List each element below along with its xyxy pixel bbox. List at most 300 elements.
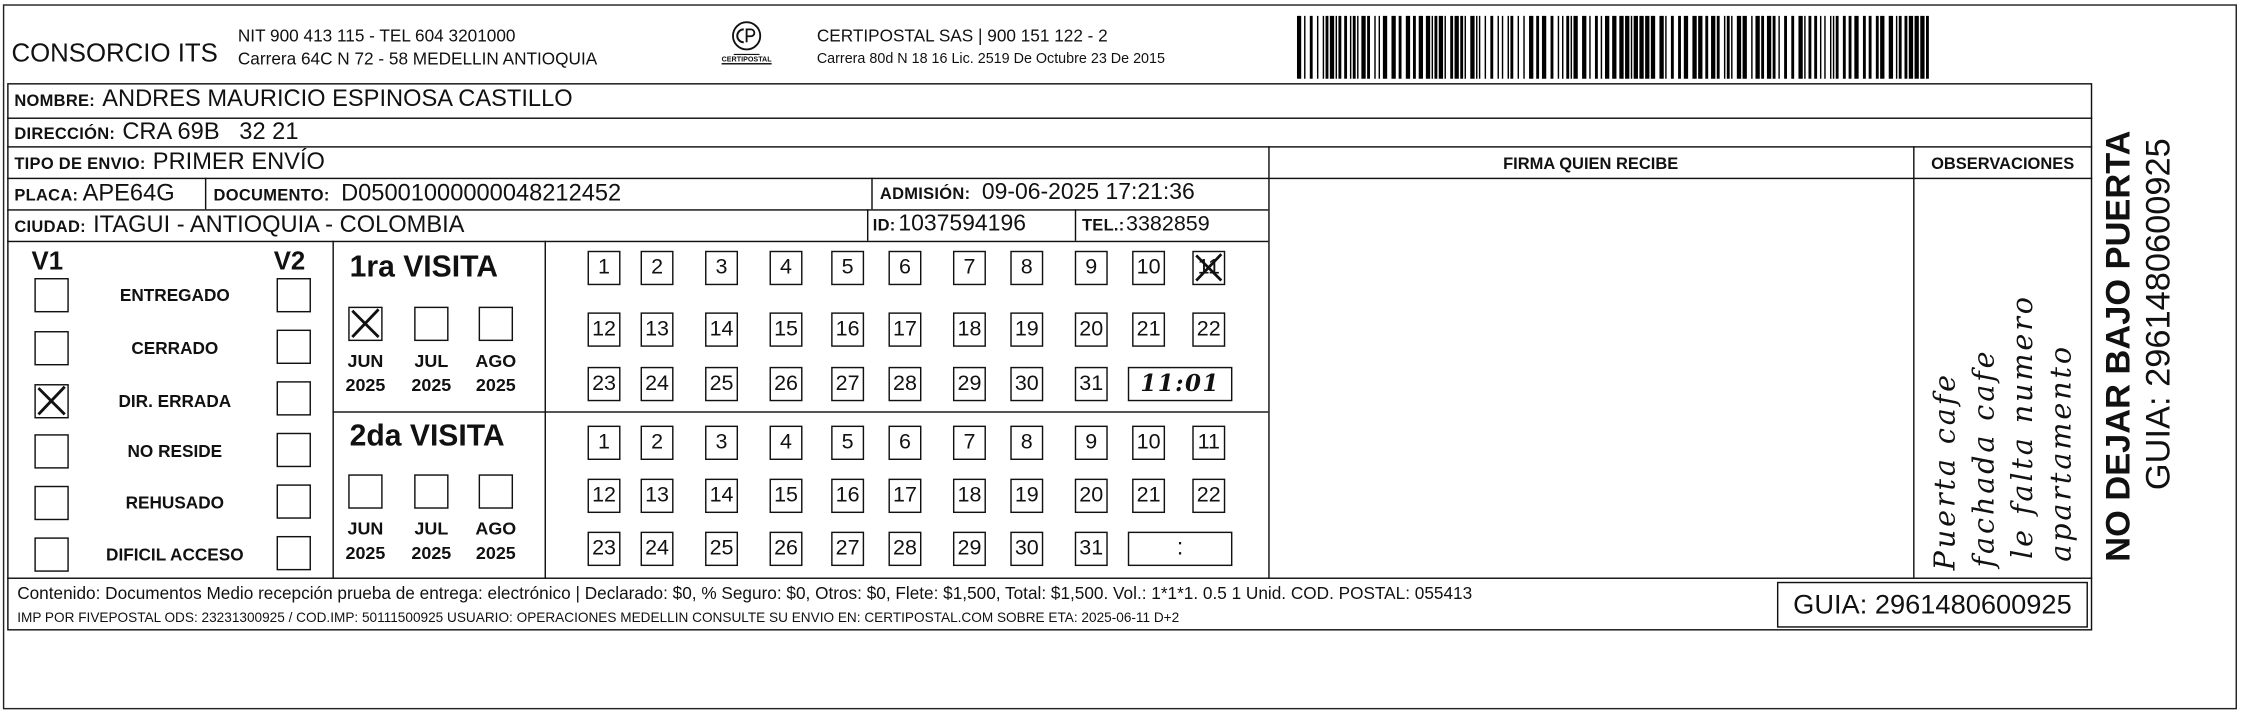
barcode-bar	[1485, 16, 1486, 79]
day-box	[1192, 251, 1225, 285]
barcode-bar	[1595, 16, 1598, 79]
day-box	[1010, 312, 1043, 346]
day-number: 12	[592, 316, 616, 342]
day-box	[588, 532, 621, 566]
barcode-bar	[1304, 16, 1305, 79]
day-box	[888, 426, 921, 460]
day-box	[1010, 367, 1043, 401]
observation-note: le falta numero	[2004, 294, 2040, 559]
day-number: 7	[963, 429, 976, 455]
admission-cell	[880, 181, 1195, 213]
month-year: 2025	[345, 543, 386, 564]
barcode-bar	[1863, 16, 1866, 79]
v2-checkbox	[277, 381, 311, 415]
day-number: 9	[1085, 255, 1098, 280]
barcode-bar	[1830, 16, 1831, 79]
id-value: 1037594196	[898, 212, 1026, 237]
barcode-bar	[1915, 16, 1919, 79]
phone-cell	[1082, 212, 1210, 244]
day-box	[641, 251, 674, 285]
day-box	[588, 479, 621, 513]
month-checkbox	[479, 474, 513, 508]
barcode-bar	[1869, 16, 1872, 79]
day-box	[770, 251, 803, 285]
day-number: 13	[645, 316, 670, 342]
day-number: 20	[1079, 482, 1104, 508]
barcode-bar	[1479, 16, 1480, 79]
day-box	[1075, 251, 1108, 285]
barcode-bar	[1889, 16, 1893, 79]
day-number: 25	[709, 535, 734, 561]
barcode-bar	[1310, 16, 1313, 79]
day-box	[831, 251, 864, 285]
barcode	[1297, 16, 1935, 79]
day-number: 21	[1136, 316, 1161, 342]
day-number: 10	[1136, 255, 1161, 280]
v1-header: V1	[31, 246, 64, 276]
barcode-bar	[1353, 16, 1356, 79]
barcode-bar	[1432, 16, 1433, 79]
day-box	[831, 479, 864, 513]
no-leave-under-door-warning: NO DEJAR BAJO PUERTA	[2099, 130, 2139, 562]
phone-label: TEL.:	[1081, 217, 1125, 236]
day-number: 17	[893, 316, 917, 342]
month-label: JUN	[347, 351, 384, 372]
day-box	[1010, 251, 1043, 285]
day-box	[953, 367, 986, 401]
day-number: 5	[841, 255, 854, 280]
day-number: 26	[774, 535, 798, 561]
side-guide-number: GUIA: 2961480600925	[2139, 138, 2179, 491]
barcode-bar	[1920, 16, 1924, 79]
barcode-bar	[1678, 16, 1681, 79]
divider	[1075, 209, 1076, 241]
barcode-bar	[1498, 16, 1499, 79]
month-label: AGO	[475, 351, 517, 372]
signature-area	[1271, 181, 1910, 577]
barcode-bar	[1434, 16, 1437, 79]
v2-checkbox	[277, 433, 311, 467]
day-box	[1010, 479, 1043, 513]
address-label: DIRECCIÓN:	[14, 126, 116, 144]
day-number: 22	[1196, 316, 1221, 342]
barcode-bar	[1502, 16, 1503, 79]
day-number: 23	[592, 371, 616, 396]
day-number: 8	[1020, 429, 1033, 455]
barcode-bar	[1367, 16, 1370, 79]
barcode-bar	[1582, 16, 1586, 79]
day-box	[888, 479, 921, 513]
barcode-bar	[1705, 16, 1708, 79]
day-box	[888, 251, 921, 285]
day-number: 12	[592, 482, 616, 508]
barcode-bar	[1619, 16, 1623, 79]
day-number: 14	[709, 482, 734, 508]
handwritten-x-mark	[350, 308, 382, 340]
name-label: NOMBRE:	[14, 93, 96, 111]
day-box	[770, 532, 803, 566]
barcode-bar	[1731, 16, 1732, 79]
day-number: 29	[957, 535, 982, 561]
day-box	[888, 367, 921, 401]
day-box	[641, 312, 674, 346]
barcode-bar	[1791, 16, 1794, 79]
day-number: 9	[1085, 429, 1098, 455]
barcode-bar	[1374, 16, 1375, 79]
barcode-bar	[1778, 16, 1779, 79]
status-label: REHUSADO	[125, 492, 225, 514]
day-number: 11	[1197, 429, 1220, 455]
city-cell	[14, 212, 464, 244]
divider	[871, 178, 872, 210]
print-info-line: IMP POR FIVEPOSTAL ODS: 23231300925 / COD.IMP: 50111500925 USUARIO: OPERACIONES MEDELLIN CONSULTE SU ENVIO EN: CERTIPOSTAL.COM SOBRE ETA: 2025-06-11 D+2	[17, 610, 1180, 627]
recipient-address: CRA 69B 32 21	[122, 118, 299, 145]
day-box	[588, 251, 621, 285]
barcode-bar	[1344, 16, 1347, 79]
address-row	[14, 119, 298, 151]
barcode-bar	[1601, 16, 1602, 79]
day-box	[770, 479, 803, 513]
name-row	[14, 86, 572, 118]
barcode-bar	[1460, 16, 1463, 79]
barcode-bar	[1391, 16, 1395, 79]
barcode-bar	[1323, 16, 1324, 79]
month-label: JUL	[414, 351, 449, 372]
barcode-bar	[1542, 16, 1546, 79]
day-box	[888, 532, 921, 566]
visit-time: :	[1176, 535, 1184, 561]
guide-number: GUIA: 2961480600925	[1793, 590, 2072, 621]
day-number: 5	[841, 429, 854, 455]
day-number: 29	[957, 371, 982, 396]
barcode-bar	[1784, 16, 1787, 79]
barcode-bar	[1854, 16, 1858, 79]
month-checkbox	[479, 307, 513, 341]
v1-checkbox	[34, 278, 68, 312]
observations-header: OBSERVACIONES	[1931, 156, 2075, 174]
day-box	[1075, 532, 1108, 566]
barcode-bar	[1896, 16, 1897, 79]
barcode-bar	[1605, 16, 1609, 79]
barcode-bar	[1849, 16, 1852, 79]
barcode-bar	[1905, 16, 1908, 79]
barcode-bar	[1684, 16, 1688, 79]
visit-time-box	[1128, 532, 1233, 566]
day-box	[770, 426, 803, 460]
barcode-bar	[1926, 16, 1929, 79]
barcode-bar	[1820, 16, 1821, 79]
day-number: 23	[592, 535, 616, 561]
day-box	[1132, 312, 1165, 346]
barcode-bar	[1711, 16, 1715, 79]
barcode-bar	[1909, 16, 1913, 79]
carrier-name: CERTIPOSTAL SAS | 900 151 122 - 2	[816, 25, 1108, 46]
city-label: CIUDAD:	[14, 219, 86, 237]
barcode-bar	[1612, 16, 1616, 79]
handwritten-x-mark	[36, 385, 68, 417]
day-number: 24	[645, 535, 670, 561]
barcode-bar	[1536, 16, 1539, 79]
day-number: 1	[598, 255, 611, 280]
shipment-type-label: TIPO DE ENVIO:	[14, 156, 146, 174]
day-number: 28	[893, 535, 917, 561]
barcode-bar	[1419, 16, 1423, 79]
day-number: 19	[1014, 482, 1039, 508]
divider	[332, 241, 333, 578]
shipment-type-row	[14, 149, 325, 181]
day-box	[831, 426, 864, 460]
month-label: JUL	[414, 518, 449, 539]
day-box	[1192, 312, 1225, 346]
barcode-bar	[1490, 16, 1493, 79]
day-number: 19	[1014, 316, 1039, 342]
barcode-bar	[1737, 16, 1741, 79]
day-box	[705, 426, 738, 460]
divider	[7, 578, 2092, 579]
day-number: 18	[957, 316, 982, 342]
day-number: 6	[898, 429, 911, 455]
barcode-bar	[1773, 16, 1776, 79]
month-label: JUN	[347, 518, 384, 539]
day-number: 25	[709, 371, 734, 396]
barcode-bar	[1589, 16, 1590, 79]
certipostal-logo	[712, 20, 781, 69]
certipostal-logo-icon	[712, 20, 781, 57]
day-box	[705, 532, 738, 566]
visit-title: 2da VISITA	[349, 419, 505, 453]
barcode-bar	[1634, 16, 1638, 79]
v2-checkbox	[277, 536, 311, 570]
barcode-bar	[1743, 16, 1747, 79]
shipment-type: PRIMER ENVÍO	[152, 149, 325, 175]
day-number: 31	[1079, 535, 1104, 561]
day-box	[831, 532, 864, 566]
v1-checkbox	[34, 486, 68, 520]
barcode-bar	[1899, 16, 1902, 79]
day-number: 8	[1020, 255, 1033, 280]
day-box	[641, 479, 674, 513]
observation-note: Puerta cafe	[1927, 371, 1962, 571]
day-number: 2	[651, 255, 664, 280]
barcode-bar	[1508, 16, 1509, 79]
barcode-bar	[1399, 16, 1402, 79]
barcode-bar	[1426, 16, 1430, 79]
barcode-bar	[1406, 16, 1410, 79]
recipient-name: ANDRES MAURICIO ESPINOSA CASTILLO	[102, 85, 573, 112]
divider	[1268, 146, 1269, 577]
barcode-bar	[1724, 16, 1725, 79]
barcode-bar	[1562, 16, 1563, 79]
barcode-bar	[1465, 16, 1466, 79]
day-number: 6	[898, 255, 911, 280]
day-number: 30	[1014, 371, 1039, 396]
barcode-bar	[1470, 16, 1474, 79]
day-box	[953, 251, 986, 285]
barcode-bar	[1361, 16, 1365, 79]
day-box	[1192, 479, 1225, 513]
day-box	[641, 532, 674, 566]
signature-header: FIRMA QUIEN RECIBE	[1503, 156, 1679, 174]
contents-line: Contenido: Documentos Medio recepción prueba de entrega: electrónico | Declarado: $0, % Seguro: $0, Otros: $0, Flete: $1,500, Total: $1,500. Vol.: 1*1*1. 0.5 1 Unid. COD. POSTAL: 055413	[17, 583, 1473, 604]
barcode-bar	[1571, 16, 1572, 79]
day-box	[953, 312, 986, 346]
day-number: 10	[1136, 429, 1161, 455]
barcode-bar	[1413, 16, 1416, 79]
day-number: 20	[1079, 316, 1104, 342]
barcode-bar	[1558, 16, 1559, 79]
day-box	[588, 367, 621, 401]
day-number: 1	[598, 429, 611, 455]
barcode-bar	[1625, 16, 1629, 79]
day-number: 18	[957, 482, 982, 508]
barcode-bar	[1338, 16, 1341, 79]
day-number: 3	[715, 429, 728, 455]
barcode-bar	[1439, 16, 1443, 79]
company-address: Carrera 64C N 72 - 58 MEDELLIN ANTIOQUIA	[237, 48, 598, 69]
day-number: 27	[835, 371, 860, 396]
v2-header: V2	[273, 246, 306, 276]
visit-time-box	[1128, 367, 1233, 401]
day-box	[831, 312, 864, 346]
barcode-bar	[1518, 16, 1519, 79]
day-box	[1075, 479, 1108, 513]
barcode-bar	[1317, 16, 1318, 79]
barcode-bar	[1551, 16, 1554, 79]
divider	[332, 411, 1268, 412]
day-box	[1132, 251, 1165, 285]
barcode-bar	[1836, 16, 1839, 79]
barcode-bar	[1659, 16, 1663, 79]
day-number: 13	[645, 482, 670, 508]
month-checkbox	[414, 474, 448, 508]
barcode-bar	[1330, 16, 1334, 79]
company-nit: NIT 900 413 115 - TEL 604 3201000	[237, 25, 516, 46]
day-box	[705, 251, 738, 285]
admission-value: 09-06-2025 17:21:36	[981, 180, 1195, 205]
month-label: AGO	[475, 518, 517, 539]
day-box	[705, 312, 738, 346]
day-number: 17	[893, 482, 917, 508]
day-box	[588, 426, 621, 460]
day-number: 27	[835, 535, 860, 561]
status-label: CERRADO	[131, 338, 219, 359]
day-box	[770, 367, 803, 401]
carrier-license: Carrera 80d N 18 16 Lic. 2519 De Octubre 23 De 2015	[816, 51, 1165, 68]
day-box	[1010, 532, 1043, 566]
barcode-bar	[1665, 16, 1666, 79]
barcode-bar	[1566, 16, 1569, 79]
month-checkbox	[348, 307, 382, 341]
barcode-bar	[1336, 16, 1337, 79]
barcode-bar	[1645, 16, 1649, 79]
day-number: 24	[645, 371, 670, 396]
guide-number-box	[1777, 582, 2088, 628]
observation-note: apartamento	[2043, 344, 2078, 562]
barcode-bar	[1350, 16, 1351, 79]
divider	[7, 118, 2092, 119]
day-number: 16	[835, 482, 860, 508]
v2-checkbox	[277, 484, 311, 518]
month-year: 2025	[475, 543, 516, 564]
barcode-bar	[1651, 16, 1655, 79]
day-number: 11	[1197, 255, 1220, 280]
day-box	[1132, 479, 1165, 513]
barcode-bar	[1761, 16, 1764, 79]
v1-checkbox	[34, 537, 68, 571]
barcode-bar	[1755, 16, 1759, 79]
barcode-bar	[1843, 16, 1846, 79]
barcode-bar	[1510, 16, 1513, 79]
barcode-bar	[1445, 16, 1446, 79]
plate-value: APE64G	[82, 180, 175, 207]
barcode-bar	[1824, 16, 1825, 79]
barcode-bar	[1523, 16, 1524, 79]
plate-cell	[14, 181, 174, 213]
day-box	[953, 479, 986, 513]
divider	[1913, 146, 1914, 577]
day-box	[1192, 426, 1225, 460]
day-number: 22	[1196, 482, 1221, 508]
barcode-bar	[1639, 16, 1643, 79]
month-checkbox	[348, 474, 382, 508]
visit-time: 11:01	[1140, 369, 1220, 397]
month-checkbox	[414, 307, 448, 341]
barcode-bar	[1631, 16, 1632, 79]
day-number: 30	[1014, 535, 1039, 561]
barcode-bar	[1455, 16, 1459, 79]
v1-checkbox	[34, 384, 68, 418]
id-label: ID:	[872, 217, 896, 236]
v1-checkbox	[34, 434, 68, 468]
barcode-bar	[1876, 16, 1879, 79]
barcode-bar	[1880, 16, 1884, 79]
document-cell	[214, 181, 622, 213]
day-box	[770, 312, 803, 346]
day-number: 31	[1079, 371, 1104, 396]
day-number: 4	[780, 429, 792, 455]
barcode-bar	[1450, 16, 1453, 79]
day-number: 4	[780, 255, 792, 280]
day-box	[641, 367, 674, 401]
status-label: DIFICIL ACCESO	[106, 544, 244, 565]
barcode-bar	[1357, 16, 1358, 79]
day-box	[1075, 426, 1108, 460]
barcode-bar	[1833, 16, 1834, 79]
barcode-bar	[1326, 16, 1329, 79]
month-year: 2025	[345, 375, 386, 396]
barcode-bar	[1698, 16, 1702, 79]
admission-label: ADMISIÓN:	[879, 186, 971, 204]
divider	[545, 241, 546, 578]
company-name: CONSORCIO ITS	[11, 38, 218, 68]
barcode-bar	[1383, 16, 1387, 79]
barcode-bar	[1767, 16, 1771, 79]
city-value: ITAGUI - ANTIOQUIA - COLOMBIA	[93, 212, 465, 238]
day-box	[588, 312, 621, 346]
barcode-bar	[1297, 16, 1301, 79]
barcode-bar	[1379, 16, 1380, 79]
logo-text: CERTIPOSTAL	[721, 55, 772, 65]
barcode-bar	[1476, 16, 1477, 79]
day-number: 28	[893, 371, 917, 396]
status-label: NO RESIDE	[127, 441, 223, 462]
day-box	[705, 367, 738, 401]
status-label: DIR. ERRADA	[118, 391, 232, 412]
divider	[205, 178, 206, 210]
day-number: 2	[651, 429, 664, 455]
barcode-bar	[1727, 16, 1730, 79]
barcode-bar	[1671, 16, 1674, 79]
